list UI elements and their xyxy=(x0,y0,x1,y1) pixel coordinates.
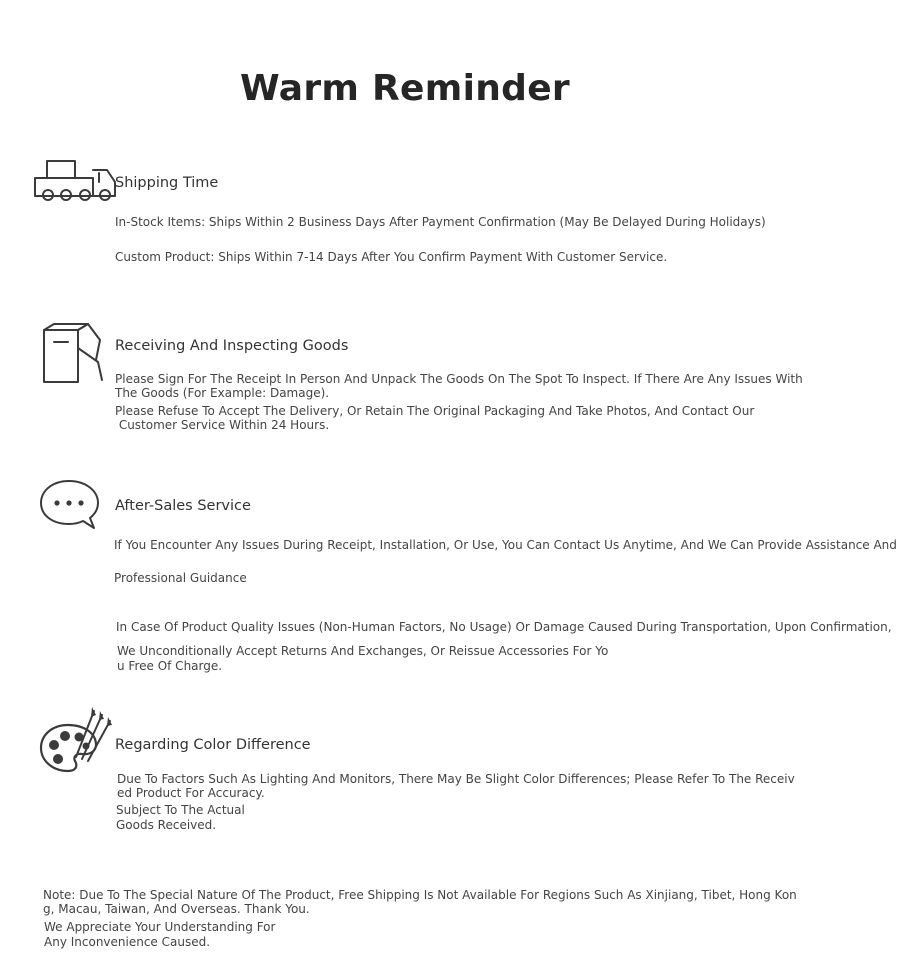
color-note-line1: Due To Factors Such As Lighting And Monitors, There May Be Slight Color Differences; Please Refer To The Receiv xyxy=(117,772,795,786)
page-title: Warm Reminder xyxy=(240,68,570,109)
color-note-line2: ed Product For Accuracy. xyxy=(117,786,265,800)
section-title-shipping: Shipping Time xyxy=(115,175,219,191)
note-line1: Note: Due To The Special Nature Of The Product, Free Shipping Is Not Available For Regions Such As Xinjiang, Tibet, Hong Kon xyxy=(43,888,797,902)
aftersales-returns-line2: u Free Of Charge. xyxy=(117,659,223,673)
receiving-para1-line2: The Goods (For Example: Damage). xyxy=(115,386,330,400)
chat-bubble-icon xyxy=(38,478,102,532)
aftersales-contact-text: If You Encounter Any Issues During Receipt, Installation, Or Use, You Can Contact Us Anytime, And We Can Provide Assistance And xyxy=(114,538,897,552)
color-subject-line2: Goods Received. xyxy=(116,818,217,832)
color-subject-line1: Subject To The Actual xyxy=(116,803,245,817)
receiving-para2-line1: Please Refuse To Accept The Delivery, Or Retain The Original Packaging And Take Photos, And Contact Our xyxy=(115,404,755,418)
receiving-para2-line2: Customer Service Within 24 Hours. xyxy=(115,418,330,432)
note-line2: g, Macau, Taiwan, And Overseas. Thank You. xyxy=(43,902,310,916)
section-title-receiving: Receiving And Inspecting Goods xyxy=(115,338,349,354)
aftersales-returns-line1: We Unconditionally Accept Returns And Exchanges, Or Reissue Accessories For Yo xyxy=(117,644,609,658)
section-title-aftersales: After-Sales Service xyxy=(115,498,251,514)
note-line3: We Appreciate Your Understanding For xyxy=(44,920,276,934)
shipping-instock-text: In-Stock Items: Ships Within 2 Business Days After Payment Confirmation (May Be Delayed During Holidays) xyxy=(115,215,766,229)
note-line4: Any Inconvenience Caused. xyxy=(44,935,211,949)
section-title-color: Regarding Color Difference xyxy=(115,737,311,753)
delivery-truck-icon xyxy=(33,158,117,206)
aftersales-guidance-text: Professional Guidance xyxy=(114,571,247,585)
open-box-icon xyxy=(40,322,110,388)
shipping-custom-text: Custom Product: Ships Within 7-14 Days After You Confirm Payment With Customer Service. xyxy=(115,250,668,264)
aftersales-quality-text: In Case Of Product Quality Issues (Non-Human Factors, No Usage) Or Damage Caused During Transportation, Upon Confirmation, xyxy=(116,620,892,634)
paint-palette-icon xyxy=(38,703,116,775)
receiving-para1-line1: Please Sign For The Receipt In Person And Unpack The Goods On The Spot To Inspect. If There Are Any Issues With xyxy=(115,372,803,386)
